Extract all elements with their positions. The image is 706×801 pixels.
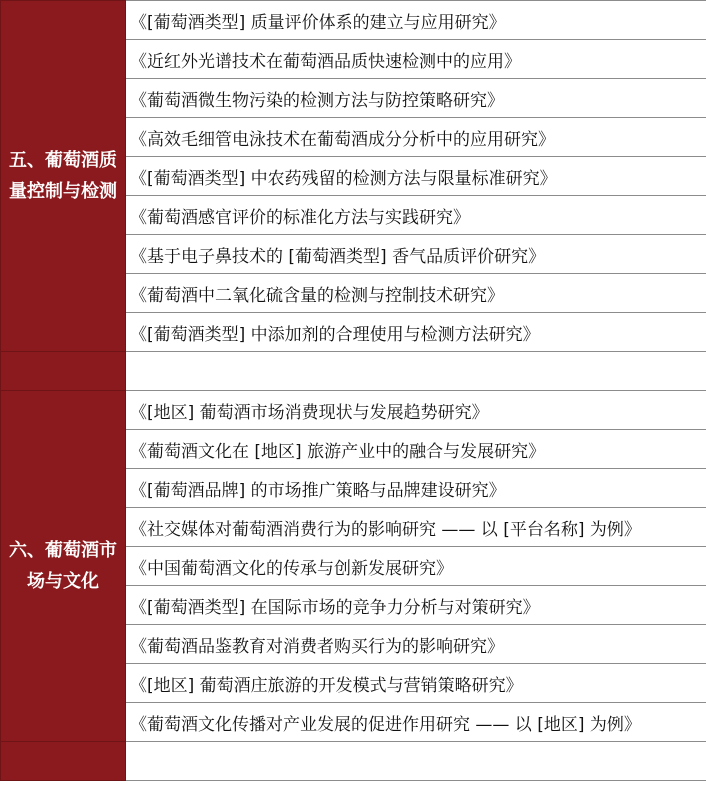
topic-cell: 《葡萄酒感官评价的标准化方法与实践研究》 [126, 196, 706, 235]
category-label: 五、葡萄酒质量控制与检测 [9, 150, 117, 202]
topic-cell: 《[葡萄酒品牌] 的市场推广策略与品牌建设研究》 [126, 469, 706, 508]
topic-cell: 《[地区] 葡萄酒市场消费现状与发展趋势研究》 [126, 391, 706, 430]
topic-cell: 《[葡萄酒类型] 中添加剂的合理使用与检测方法研究》 [126, 313, 706, 352]
spacer-topic-cell [126, 742, 706, 781]
spacer-category-cell [1, 352, 126, 391]
category-cell-market-culture [1, 391, 126, 742]
topic-cell: 《[葡萄酒类型] 中农药残留的检测方法与限量标准研究》 [126, 157, 706, 196]
table-row [1, 1, 706, 40]
topic-cell: 《[地区] 葡萄酒庄旅游的开发模式与营销策略研究》 [126, 664, 706, 703]
category-label: 六、葡萄酒市场与文化 [9, 540, 117, 592]
topic-cell: 《葡萄酒微生物污染的检测方法与防控策略研究》 [126, 79, 706, 118]
category-cell-quality-control [1, 1, 126, 352]
topic-cell: 《葡萄酒中二氧化硫含量的检测与控制技术研究》 [126, 274, 706, 313]
spacer-topic-cell [126, 352, 706, 391]
topic-cell: 《中国葡萄酒文化的传承与创新发展研究》 [126, 547, 706, 586]
topic-cell: 《社交媒体对葡萄酒消费行为的影响研究 —— 以 [平台名称] 为例》 [126, 508, 706, 547]
topic-cell: 《葡萄酒品鉴教育对消费者购买行为的影响研究》 [126, 625, 706, 664]
spacer-row [1, 352, 706, 391]
topic-cell: 《近红外光谱技术在葡萄酒品质快速检测中的应用》 [126, 40, 706, 79]
spacer-category-cell [1, 742, 126, 781]
spacer-row [1, 742, 706, 781]
topic-cell: 《基于电子鼻技术的 [葡萄酒类型] 香气品质评价研究》 [126, 235, 706, 274]
topic-cell: 《葡萄酒文化传播对产业发展的促进作用研究 —— 以 [地区] 为例》 [126, 703, 706, 742]
topic-cell: 《[葡萄酒类型] 质量评价体系的建立与应用研究》 [126, 1, 706, 40]
topic-cell: 《[葡萄酒类型] 在国际市场的竞争力分析与对策研究》 [126, 586, 706, 625]
topic-cell: 《高效毛细管电泳技术在葡萄酒成分分析中的应用研究》 [126, 118, 706, 157]
topic-cell: 《葡萄酒文化在 [地区] 旅游产业中的融合与发展研究》 [126, 430, 706, 469]
table-row [1, 391, 706, 430]
